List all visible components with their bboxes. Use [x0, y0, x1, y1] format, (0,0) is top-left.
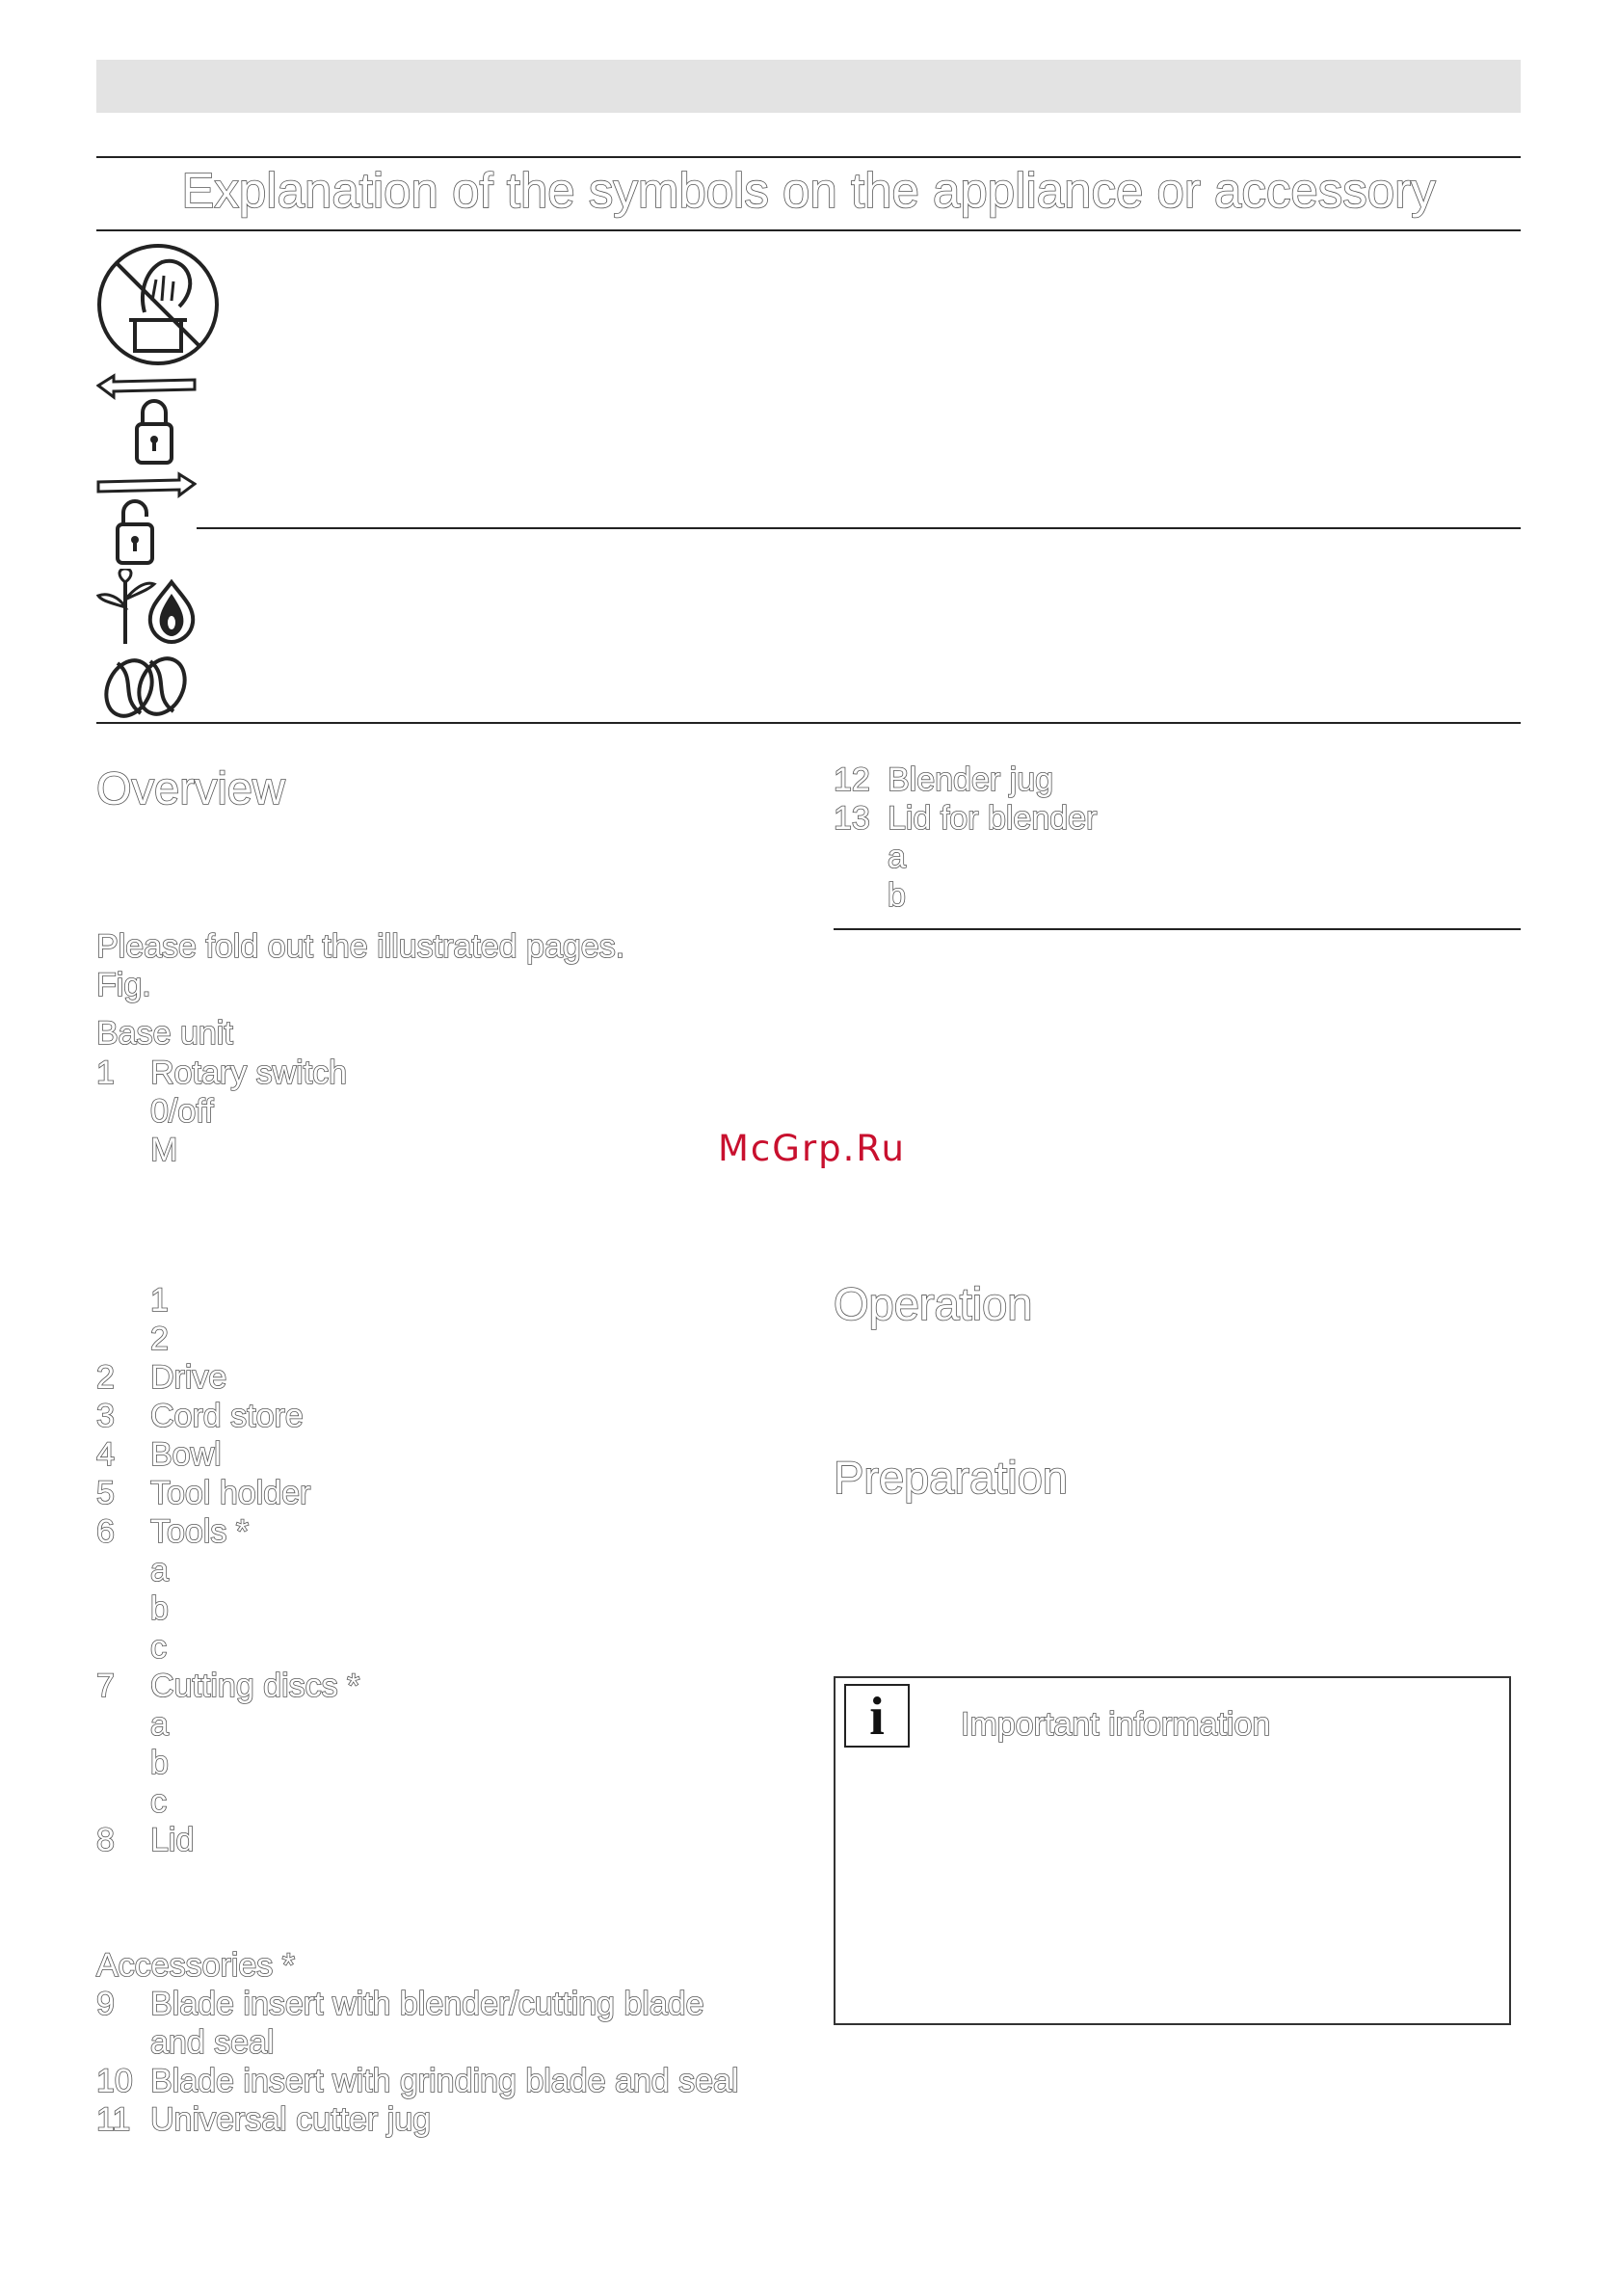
herbs-onion-icon — [96, 569, 199, 646]
list-item-label: b — [150, 1745, 169, 1781]
list-item-number: 12 — [834, 761, 870, 798]
list-item-number: 5 — [96, 1475, 115, 1511]
list-item-label: Cord store — [150, 1398, 304, 1434]
accessories-label: Accessories * — [96, 1947, 295, 1984]
list-item-label: and seal — [150, 2024, 275, 2061]
list-item-label: Tool holder — [150, 1475, 311, 1511]
list-item-number: 9 — [96, 1986, 115, 2022]
list-item-number: 7 — [96, 1668, 115, 1704]
list-item-label: Blade insert with grinding blade and seal — [150, 2063, 739, 2099]
list-item-label: Lid — [150, 1822, 195, 1858]
list-item-number: 11 — [96, 2101, 131, 2138]
list-item-label: Lid for blender — [888, 800, 1098, 837]
divider-under-symbols — [96, 722, 1521, 724]
section-title: Explanation of the symbols on the appliance or accessory — [181, 163, 1436, 218]
list-item-number: 8 — [96, 1822, 115, 1858]
list-item-number: 10 — [96, 2063, 133, 2099]
list-item-label: a — [888, 839, 906, 875]
list-item-label: Tools * — [150, 1513, 250, 1550]
list-item-label: a — [150, 1706, 169, 1743]
list-item-label: Rotary switch — [150, 1055, 348, 1091]
coffee-beans-icon — [102, 655, 189, 719]
list-item-number: 6 — [96, 1513, 115, 1550]
list-item-number: 1 — [96, 1055, 115, 1091]
list-item-label: 1 — [150, 1282, 169, 1319]
overview-heading: Overview — [96, 762, 285, 814]
operation-heading: Operation — [834, 1278, 1033, 1329]
list-item-label: 2 — [150, 1321, 169, 1357]
list-item-label: Bowl — [150, 1436, 222, 1473]
info-icon: i — [844, 1684, 910, 1748]
fold-out-note: Please fold out the illustrated pages. — [96, 928, 625, 965]
list-item-label: b — [150, 1590, 169, 1627]
list-item-label: Blender jug — [888, 761, 1054, 798]
list-item-number: 2 — [96, 1359, 115, 1396]
unlock-arrow-right-icon — [96, 470, 197, 567]
list-item-label: Drive — [150, 1359, 227, 1396]
list-item-number: 3 — [96, 1398, 115, 1434]
list-item-label: Universal cutter jug — [150, 2101, 432, 2138]
important-info-heading: Important information — [961, 1706, 1271, 1743]
divider-under-title — [96, 229, 1521, 231]
list-item-label: M — [150, 1132, 178, 1168]
list-item-label: Blade insert with blender/cutting blade — [150, 1986, 704, 2022]
divider-symbols — [197, 527, 1521, 529]
list-item-label: a — [150, 1552, 169, 1589]
base-unit-label: Base unit — [96, 1015, 233, 1052]
page-header-bar — [96, 60, 1521, 113]
figure-label: Fig. — [96, 967, 151, 1003]
divider-right-column — [834, 928, 1521, 930]
no-hand-in-jug-icon — [96, 243, 222, 368]
lock-arrow-left-icon — [96, 370, 197, 467]
list-item-number: 4 — [96, 1436, 115, 1473]
list-item-number: 13 — [834, 800, 870, 837]
list-item-label: 0/off — [150, 1093, 214, 1130]
list-item-label: c — [150, 1783, 167, 1820]
divider-top — [96, 156, 1521, 158]
preparation-heading: Preparation — [834, 1452, 1068, 1503]
watermark: McGrp.Ru — [718, 1128, 906, 1169]
list-item-label: b — [888, 877, 906, 914]
list-item-label: Cutting discs * — [150, 1668, 360, 1704]
list-item-label: c — [150, 1629, 167, 1666]
